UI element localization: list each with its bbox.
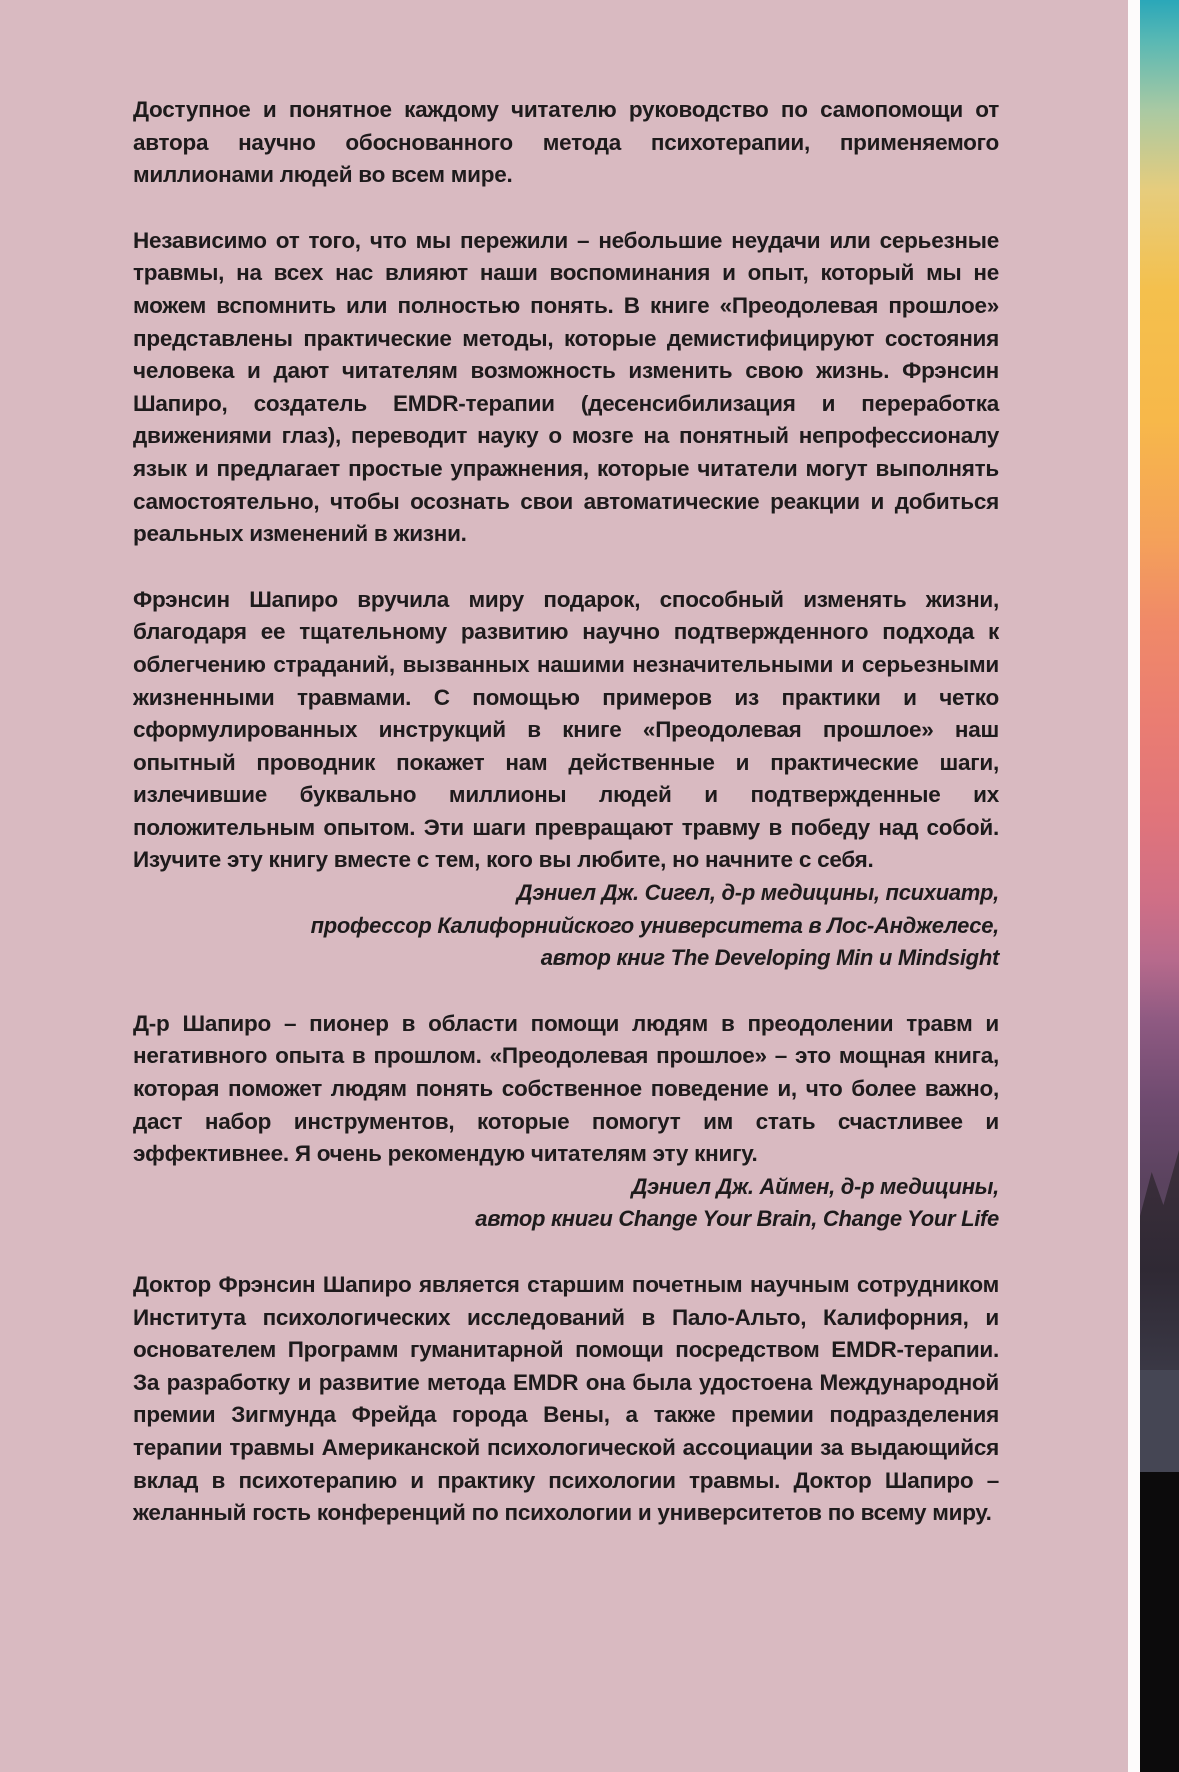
spine-dark-base [1140, 1472, 1179, 1772]
paragraph-spacer [133, 1236, 999, 1269]
attribution-1-line-1: Дэниел Дж. Сигел, д-р медицины, психиатр, [516, 880, 999, 906]
paragraph-spacer [133, 192, 999, 225]
cover-fold-gap [1128, 0, 1140, 1772]
author-bio-paragraph: Доктор Фрэнсин Шапиро является старшим почетным научным сотрудником Института психологических исследований в Пало-Альто, Калифорния, и основателем Программ гуманитарной помощи посредством EMDR-терапии. За разработку и развитие метода EMDR она была удостоена Международной премии Зигмунда Фрейда города Вены, а также премии подразделения терапии травмы Американской психологической ассоциации за выдающийся вклад в психотерапию и практику психологии травмы. Доктор Шапиро – желанный гость конференций по психологии и университетов по всему миру. [133, 1272, 999, 1526]
review-attribution-1 [133, 877, 999, 975]
paragraph-spacer [133, 975, 999, 1008]
review-quote-2: Д-р Шапиро – пионер в области помощи людям в преодолении травм и негативного опыта в прошлом. «Преодолевая прошлое» – это мощная книга, которая поможет людям понять собственное поведение и, что более важно, даст набор инструментов, которые помогут им стать счастливее и эффективнее. Я очень рекомендую читателям эту книгу. [133, 1010, 999, 1167]
spine-grey-band [1140, 1370, 1179, 1472]
review-quote-1: Фрэнсин Шапиро вручила миру подарок, способный изменять жизни, благодаря ее тщательному развитию научно подтвержденного подхода к облегчению страданий, вызванных нашими незначительными и серьезными жизненными травмами. С помощью примеров из практики и четко сформулированных инструкций в книге «Преодолевая прошлое» наш опытный проводник покажет нам действенные и практические шаги, излечившие буквально миллионы людей и подтвержденные их положительным опытом. Эти шаги превращают травму в победу над собой. Изучите эту книгу вместе с тем, кого вы любите, но начните с себя. [133, 586, 999, 873]
paragraph-spacer [133, 551, 999, 584]
back-cover-text [133, 94, 999, 1530]
attribution-1-line-2: профессор Калифорнийского университета в Лос-Анджелесе, [310, 912, 999, 938]
spine-sunset-sky [1140, 0, 1179, 1370]
attribution-2-line-1: Дэниел Дж. Аймен, д-р медицины, [631, 1173, 999, 1199]
review-attribution-2 [133, 1171, 999, 1236]
intro-paragraph: Доступное и понятное каждому читателю руководство по самопомощи от автора научно обоснованного метода психотерапии, применяемого миллионами людей во всем мире. [133, 97, 999, 188]
attribution-1-line-3: автор книг The Developing Min и Mindsight [540, 945, 999, 971]
attribution-2-line-2: автор книги Change Your Brain, Change Your Life [475, 1206, 999, 1232]
spine-image [1140, 0, 1179, 1772]
description-paragraph: Независимо от того, что мы пережили – небольшие неудачи или серьезные травмы, на всех нас влияют наши воспоминания и опыт, который мы не можем вспомнить или полностью понять. В книге «Преодолевая прошлое» представлены практические методы, которые демистифицируют состояния человека и дают читателям возможность изменить свою жизнь. Фрэнсин Шапиро, создатель EMDR-терапии (десенсибилизация и переработка движениями глаз), переводит науку о мозге на понятный непрофессионалу язык и предлагает простые упражнения, которые читатели могут выполнять самостоятельно, чтобы осознать свои автоматические реакции и добиться реальных изменений в жизни. [133, 227, 999, 547]
